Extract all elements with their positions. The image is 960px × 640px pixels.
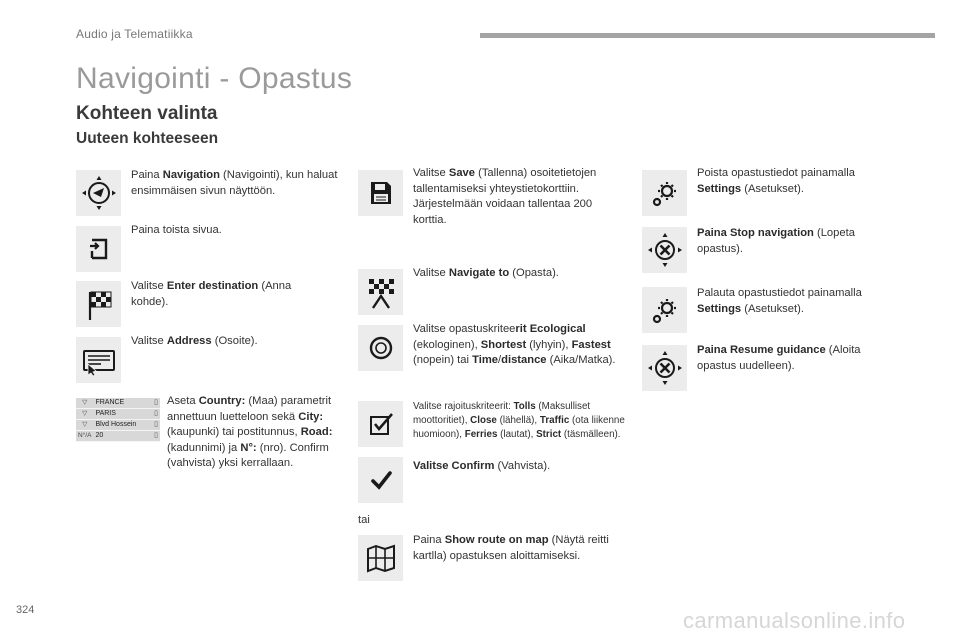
page-title: Navigointi - Opastus [76, 62, 353, 95]
page-number: 324 [16, 604, 35, 616]
checkered-flag-icon [76, 281, 121, 327]
restriction-criteria-icon [358, 401, 403, 447]
step-route-criteria: Valitse opastuskriteerit Ecological (ekologinen), Shortest (lyhyin), Fastest (nopein) tai Time/distance (Aika/Matka). [413, 323, 616, 366]
confirm-check-icon [358, 457, 403, 503]
step-confirm: Valitse Confirm (Vahvista). [413, 460, 551, 472]
header-section-label: Audio ja Telematiikka [76, 27, 193, 41]
step-navigate-to: Valitse Navigate to (Opasta). [413, 267, 559, 279]
step-second-page: Paina toista sivua. [131, 224, 222, 236]
step-country-city-road: Aseta Country: (Maa) parametrit annettuun luetteloon sekä City: (kaupunki) tai postitunnus, Road: (kadunnimi) ja N°: (nro). Confirm (vahvista) yksi kerrallaan. [167, 395, 333, 469]
settings-gear-icon [642, 170, 687, 216]
watermark: carmanualsonline.info [683, 608, 906, 633]
table-row: N°/A 20 ▯ [76, 431, 160, 442]
step-navigation: Paina Navigation (Navigointi), kun haluat ensimmäisen sivun näyttöön. [131, 169, 338, 197]
address-entry-table [76, 398, 160, 442]
step-address: Valitse Address (Osoite). [131, 335, 258, 347]
step-save: Valitse Save (Tallenna) osoitetietojen tallentamiseksi yhteystietokorttiin. Järjestelmään voidaan tallentaa 200 korttia. [413, 167, 597, 226]
step-show-route: Paina Show route on map (Näytä reitti kartlla) opastuksen aloittamiseksi. [413, 534, 609, 562]
save-icon [358, 170, 403, 216]
or-label: tai [358, 514, 370, 526]
navigation-compass-icon [76, 170, 121, 216]
table-row: ▽ FRANCE ▯ [76, 398, 160, 409]
navigate-to-flag-icon [358, 269, 403, 315]
subsection-title: Uuteen kohteeseen [76, 130, 219, 147]
stop-navigation-icon [642, 227, 687, 273]
table-row: ▽ Blvd Hossein ▯ [76, 420, 160, 431]
step-delete-settings: Poista opastustiedot painamalla Settings (Asetukset). [697, 167, 855, 195]
map-route-icon [358, 535, 403, 581]
step-resume-guidance: Paina Resume guidance (Aloita opastus uudelleen). [697, 344, 861, 372]
table-row: ▽ PARIS ▯ [76, 409, 160, 420]
next-page-icon [76, 226, 121, 272]
step-restore-settings: Palauta opastustiedot painamalla Settings (Asetukset). [697, 287, 862, 315]
route-criteria-icon [358, 325, 403, 371]
step-enter-destination: Valitse Enter destination (Anna kohde). [131, 280, 292, 308]
resume-guidance-icon [642, 345, 687, 391]
settings-gear-icon [642, 287, 687, 333]
section-title: Kohteen valinta [76, 103, 218, 124]
step-restriction-criteria: Valitse rajoituskriteerit: Tolls (Maksulliset moottoritiet), Close (lähellä), Traffic (ota liikenne huomioon), Ferries (lautat), Strict (täsmälleen). [413, 401, 625, 440]
header-bar [480, 33, 935, 38]
step-stop-navigation: Paina Stop navigation (Lopeta opastus). [697, 227, 855, 255]
address-card-icon [76, 337, 121, 383]
